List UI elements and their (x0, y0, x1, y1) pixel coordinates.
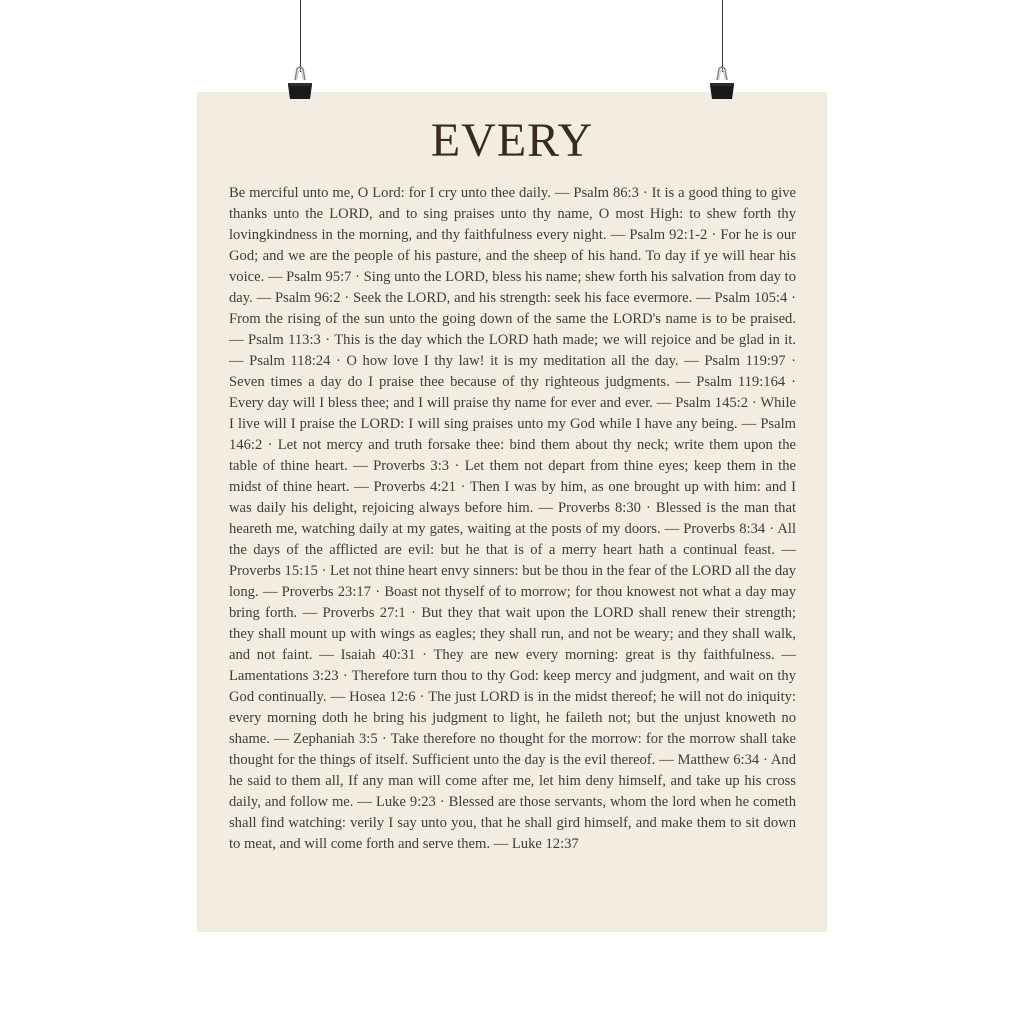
poster-body-text: Be merciful unto me, O Lord: for I cry unto thee daily. — Psalm 86:3 · It is a good thing to give thanks unto the LORD, and to sing praises unto thy name, O most High: to shew forth thy lovingkindness in the morning, and thy faithfulness every night. — Psalm 92:1-2 · For he is our God; and we are the people of his pasture, and the sheep of his hand. To day if ye will hear his voice. — Psalm 95:7 · Sing unto the LORD, bless his name; shew forth his salvation from day to day. — Psalm 96:2 · Seek the LORD, and his strength: seek his face evermore. — Psalm 105:4 · From the rising of the sun unto the going down of the same the LORD's name is to be praised. — Psalm 113:3 · This is the day which the LORD hath made; we will rejoice and be glad in it. — Psalm 118:24 · O how love I thy law! it is my meditation all the day. — Psalm 119:97 · Seven times a day do I praise thee because of thy righteous judgments. — Psalm 119:164 · Every day will I bless thee; and I will praise thy name for ever and ever. — Psalm 145:2 · While I live will I praise the LORD: I will sing praises unto my God while I have any being. — Psalm 146:2 · Let not mercy and truth forsake thee: bind them about thy neck; write them upon the table of thine heart. — Proverbs 3:3 · Let them not depart from thine eyes; keep them in the midst of thine heart. — Proverbs 4:21 · Then I was by him, as one brought up with him: and I was daily his delight, rejoicing always before him. — Proverbs 8:30 · Blessed is the man that heareth me, watching daily at my gates, waiting at the posts of my doors. — Proverbs 8:34 · All the days of the afflicted are evil: but he that is of a merry heart hath a continual feast. — Proverbs 15:15 · Let not thine heart envy sinners: but be thou in the fear of the LORD all the day long. — Proverbs 23:17 · Boast not thyself of to morrow; for thou knowest not what a day may bring forth. — Proverbs 27:1 · But they that wait upon the LORD shall renew their strength; they shall mount up with wings as eagles; they shall run, and not be weary; and they shall walk, and not faint. — Isaiah 40:31 · They are new every morning: great is thy faithfulness. — Lamentations 3:23 · Therefore turn thou to thy God: keep mercy and judgment, and wait on thy God continually. — Hosea 12:6 · The just LORD is in the midst thereof; he will not do iniquity: every morning doth he bring his judgment to light, he faileth not; but the unjust knoweth no shame. — Zephaniah 3:5 · Take therefore no thought for the morrow: for the morrow shall take thought for the things of itself. Sufficient unto the day is the evil thereof. — Matthew 6:34 · And he said to them all, If any man will come after me, let him deny himself, and take up his cross daily, and follow me. — Luke 9:23 · Blessed are those servants, whom the lord when he cometh shall find watching: verily I say unto you, that he shall gird himself, and make them to sit down to meat, and will come forth and serve them. — Luke 12:37 (229, 185, 796, 852)
poster-title: EVERY (430, 114, 594, 167)
hanging-string-right (722, 0, 723, 72)
binder-clip-icon (709, 66, 735, 100)
binder-clip-icon (287, 66, 313, 100)
hanging-string-left (300, 0, 301, 72)
